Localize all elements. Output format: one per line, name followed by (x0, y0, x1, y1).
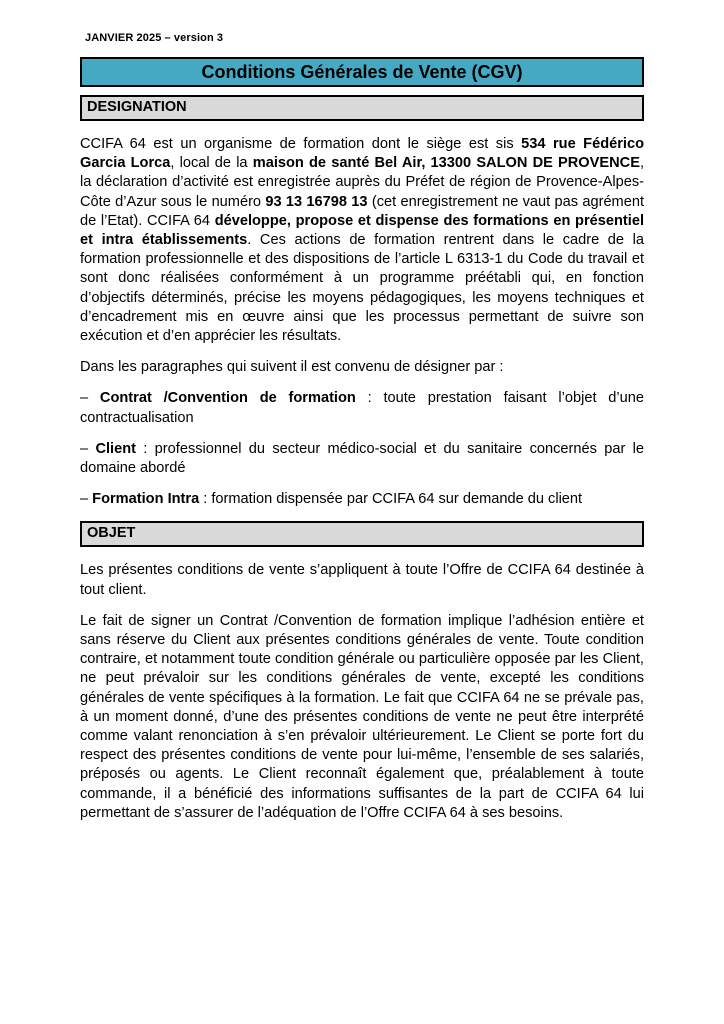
text-run: : professionnel du secteur médico-social et du sanitaire concernés par le domaine abordé (80, 440, 644, 477)
paragraph (80, 561, 644, 599)
paragraph (80, 135, 644, 346)
document-title-banner (80, 57, 644, 87)
text-run: . Ces actions de formation rentrent dans le cadre de la formation professionnelle et des dispositions de l’article L 6313-1 du Code du travail et sont donc réalisées conformément à un programme préétabli qui, en fonction d’objectifs déterminés, précise les moyens pédagogiques, les moyens techniques et d’encadrement mis en œuvre ainsi que les processus permettant de suivre son exécution et d’en apprécier les résultats. (80, 232, 644, 345)
text-run-bold: 93 13 16798 13 (265, 193, 368, 210)
document-content (80, 0, 644, 835)
paragraph (80, 358, 644, 377)
document-sections (80, 95, 644, 823)
text-run: – (80, 390, 100, 407)
text-run: : toute prestation faisant l’objet d’une contractualisation (80, 390, 644, 426)
paragraph (80, 490, 644, 509)
paragraph (80, 440, 644, 478)
text-run: : formation dispensée par CCIFA 64 sur demande du client (199, 491, 583, 508)
text-run-bold: Client (95, 440, 136, 457)
text-run-bold: 534 rue Fédérico Garcia Lorca (80, 136, 645, 172)
text-run: Les présentes conditions de vente s’appliquent à toute l’Offre de CCIFA 64 destinée à tout client. (80, 562, 644, 598)
text-run: – (80, 491, 93, 508)
section-heading-objet: OBJET (80, 521, 644, 547)
text-run: – (80, 440, 96, 457)
document-title: Conditions Générales de Vente (CGV) (201, 61, 523, 82)
text-run: Le fait de signer un Contrat /Convention de formation implique l’adhésion entière et sans réserve du Client aux présentes conditions générales de vente. Toute condition contraire, et notamment toute condition générale ou particulière opposée par les Client, ne peut prévaloir sur les conditions générales de vente, excepté les conditions générales de vente spécifiques à la formation. Le fait que CCIFA 64 ne se prévale pas, à un moment donné, d’une des présentes conditions de vente ne peut être interprété comme valant renonciation à s’en prévaloir ultérieurement. Le Client se porte fort du respect des présentes conditions de vente pour lui-même, l’ensemble de ses salariés, préposés ou agents. Le Client reconnaît également que, préalablement à toute commande, il a bénéficié des informations suffisantes de la part de CCIFA 64 lui permettant de s’assurer de l’adéquation de l’Offre CCIFA 64 à ses besoins. (80, 612, 644, 821)
text-run-bold: Contrat /Convention de formation (99, 390, 356, 407)
text-run: Dans les paragraphes qui suivent il est convenu de désigner par : (80, 359, 504, 376)
paragraph (80, 389, 644, 427)
text-run: , local de la (170, 155, 253, 172)
text-run-bold: Formation Intra (92, 491, 200, 508)
text-run: , la déclaration d’activité est enregistrée auprès du Préfet de région de Provence-Alpes-Côte d’Azur sous le numéro (80, 155, 644, 210)
text-run: (cet enregistrement ne vaut pas agrément de l’Etat). CCIFA 64 (80, 193, 645, 229)
section-heading-designation: DESIGNATION (80, 95, 644, 121)
version-label: JANVIER 2025 – version 3 (85, 32, 224, 44)
text-run: CCIFA 64 est un organisme de formation dont le siège est sis (80, 136, 522, 152)
text-run-bold: développe, propose et dispense des formations en présentiel et intra établissements (80, 212, 644, 249)
text-run-bold: maison de santé Bel Air, 13300 SALON DE PROVENCE (252, 155, 640, 172)
paragraph (80, 612, 644, 823)
